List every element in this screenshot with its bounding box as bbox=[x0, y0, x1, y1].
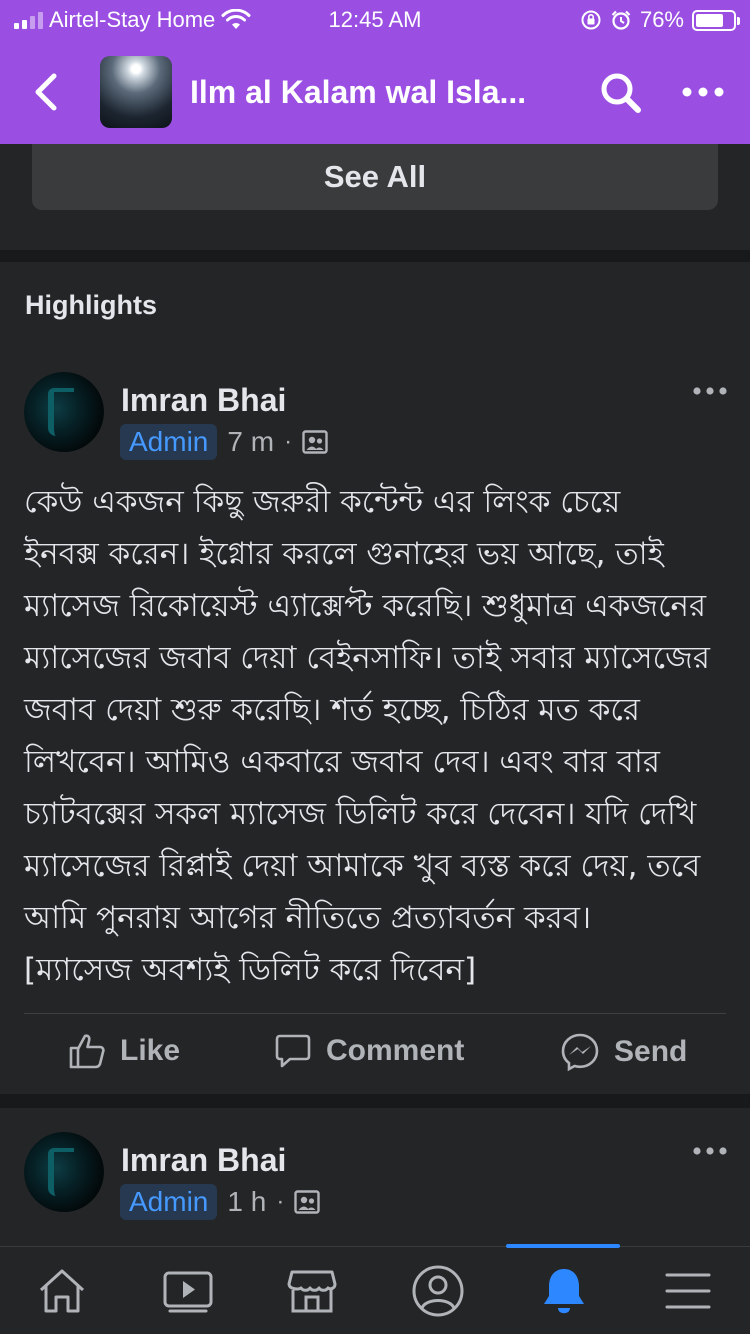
post-options-icon[interactable] bbox=[692, 384, 728, 398]
tab-menu[interactable] bbox=[660, 1265, 716, 1317]
carrier-name: Airtel-Stay Home bbox=[49, 7, 216, 32]
nav-row bbox=[0, 52, 750, 136]
marketplace-icon bbox=[286, 1266, 338, 1316]
tab-watch[interactable] bbox=[160, 1265, 216, 1317]
group-cover-image[interactable] bbox=[100, 56, 172, 128]
messenger-icon bbox=[560, 1032, 600, 1072]
tab-notifications[interactable] bbox=[536, 1265, 592, 1317]
battery-percent: 76% bbox=[639, 7, 684, 32]
separator-dot: · bbox=[284, 428, 293, 455]
post-time[interactable]: 7 m bbox=[227, 426, 275, 457]
see-all-button[interactable]: See All bbox=[32, 144, 718, 210]
highlights-header bbox=[0, 262, 750, 348]
admin-badge: Admin bbox=[120, 424, 217, 460]
menu-icon bbox=[664, 1269, 712, 1313]
send-button[interactable] bbox=[560, 1032, 687, 1072]
tab-home[interactable] bbox=[34, 1265, 90, 1317]
comment-button[interactable] bbox=[274, 1032, 464, 1070]
highlights-title: Highlights bbox=[25, 290, 157, 320]
admin-badge: Admin bbox=[120, 1184, 217, 1220]
top-bar bbox=[0, 0, 750, 144]
post-meta bbox=[120, 1184, 320, 1220]
like-label: Like bbox=[120, 1034, 181, 1067]
status-bar bbox=[0, 0, 750, 40]
thumbs-up-icon bbox=[68, 1032, 106, 1070]
video-icon bbox=[162, 1268, 214, 1314]
post-meta bbox=[120, 424, 328, 460]
bottom-tab-bar bbox=[0, 1246, 750, 1334]
back-icon[interactable] bbox=[28, 70, 68, 114]
rotation-lock-icon bbox=[580, 9, 602, 31]
comment-label: Comment bbox=[326, 1034, 465, 1067]
alarm-icon bbox=[610, 9, 632, 31]
avatar[interactable] bbox=[24, 1132, 104, 1212]
active-tab-indicator bbox=[506, 1244, 620, 1248]
post-options-icon[interactable] bbox=[692, 1144, 728, 1158]
home-icon bbox=[36, 1266, 88, 1316]
post-card bbox=[0, 1108, 750, 1248]
post-card bbox=[0, 348, 750, 1094]
post-author[interactable]: Imran Bhai bbox=[121, 1142, 287, 1178]
post-body: কেউ একজন কিছু জরুরী কন্টেন্ট এর লিংক চেয়ে ইনবক্স করেন। ইগ্নোর করলে গুনাহের ভয় আছে, তাই ম্যাসেজ রিকোয়েস্ট এ্যাক্সেপ্ট করেছি। শুধুমাত্র একজনের ম্যাসেজের জবাব দেয়া বেইনসাফি। তাই সবার ম্যাসেজের জবাব দেয়া শুরু করেছি। শর্ত হচ্ছে, চিঠির মত করে লিখবেন। আমিও একবারে জবাব দেব। এবং বার বার চ্যাটবক্সের সকল ম্যাসেজ ডিলিট করে দেবেন। যদি দেখি ম্যাসেজের রিপ্লাই দেয়া আমাকে খুব ব্যস্ত করে দেয়, তবে আমি পুনরায় আগের নীতিতে প্রত্যাবর্তন করব। [ম্যাসেজ অবশ্যই ডিলিট করে দিবেন] bbox=[24, 484, 710, 988]
like-button[interactable] bbox=[68, 1032, 180, 1070]
group-members-icon bbox=[302, 430, 328, 454]
see-all-section bbox=[0, 144, 750, 250]
profile-icon bbox=[411, 1264, 465, 1318]
post-author[interactable]: Imran Bhai bbox=[121, 382, 287, 418]
bell-icon bbox=[540, 1265, 588, 1317]
separator-dot: · bbox=[276, 1188, 285, 1215]
group-members-icon bbox=[294, 1190, 320, 1214]
comment-icon bbox=[274, 1032, 312, 1070]
divider bbox=[24, 1013, 726, 1014]
page-title[interactable]: Ilm al Kalam wal Isla... bbox=[190, 74, 527, 110]
tab-profile[interactable] bbox=[410, 1265, 466, 1317]
post-actions bbox=[0, 1020, 750, 1094]
more-options-icon[interactable] bbox=[680, 80, 726, 104]
search-icon[interactable] bbox=[598, 70, 644, 116]
post-time[interactable]: 1 h bbox=[227, 1186, 267, 1217]
battery-icon bbox=[692, 10, 736, 31]
avatar[interactable] bbox=[24, 372, 104, 452]
tab-marketplace[interactable] bbox=[284, 1265, 340, 1317]
status-time: 12:45 AM bbox=[328, 7, 422, 32]
status-right bbox=[580, 7, 736, 33]
send-label: Send bbox=[614, 1035, 688, 1068]
